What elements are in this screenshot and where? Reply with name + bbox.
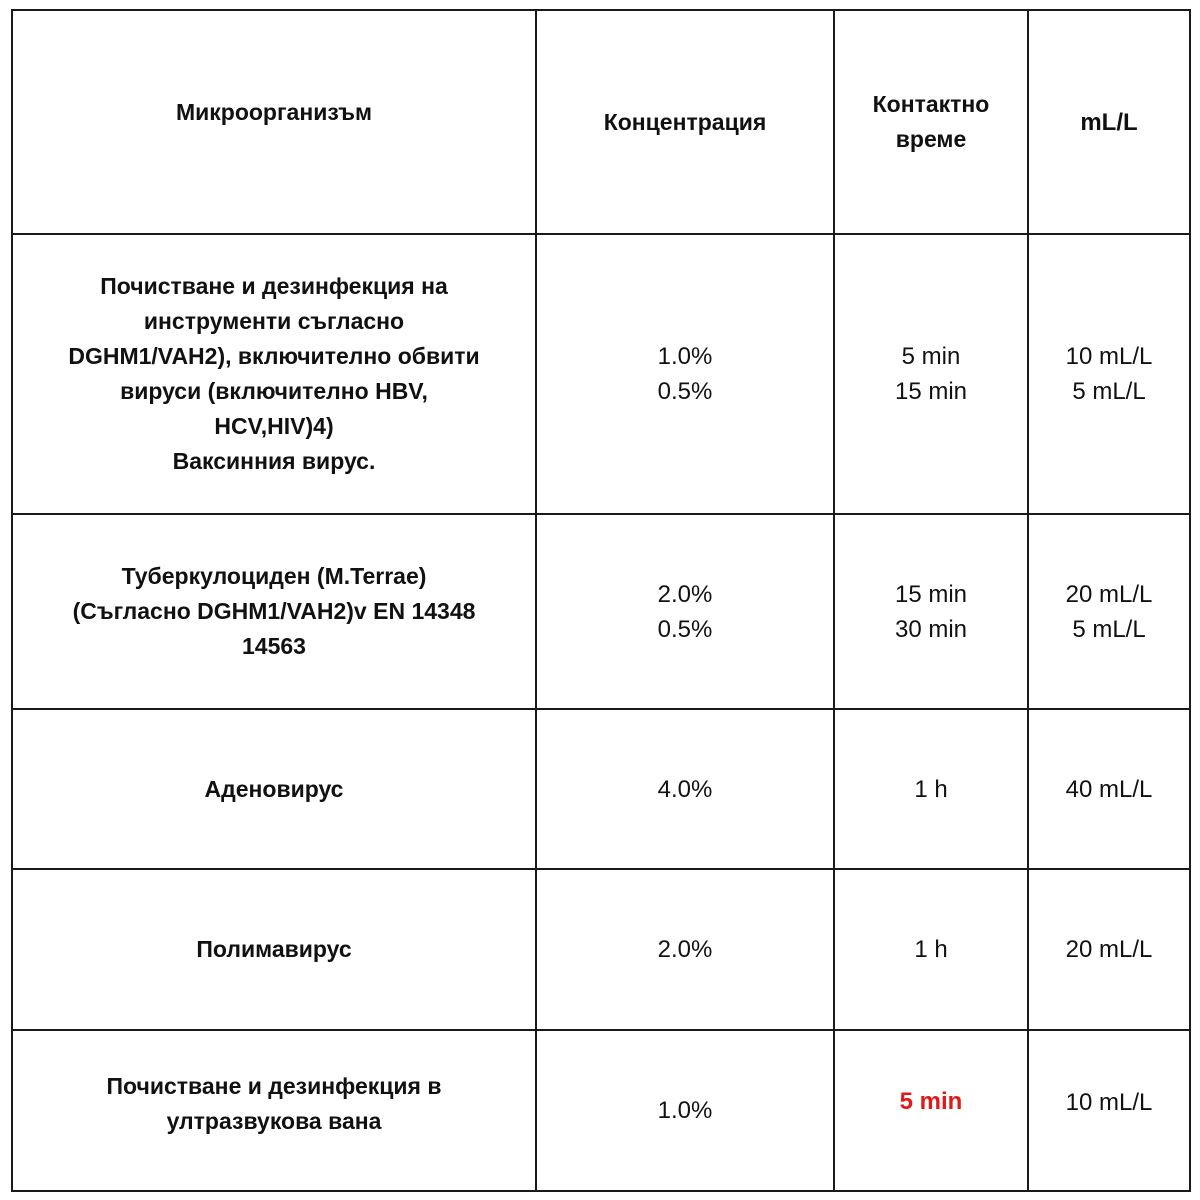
contact-time-cell: [834, 1030, 1028, 1191]
table-row: [12, 1030, 1190, 1191]
dose-cell: 40 mL/L: [1028, 709, 1190, 869]
dose-cell: 20 mL/L: [1028, 869, 1190, 1030]
highlighted-contact-time: 5 min: [899, 1088, 963, 1115]
disinfection-table: [11, 9, 1191, 1192]
header-contact-time: Контактно време: [834, 10, 1028, 234]
contact-time-cell: 15 min 30 min: [834, 514, 1028, 709]
organism-cell: Полимавирус: [12, 869, 536, 1030]
dose-cell: 10 mL/L 5 mL/L: [1028, 234, 1190, 514]
organism-cell: Почистване и дезинфекция в ултразвукова вана: [12, 1030, 536, 1191]
concentration-cell: 1.0%: [536, 1030, 834, 1191]
contact-time-cell: 1 h: [834, 709, 1028, 869]
dose-cell: 10 mL/L: [1028, 1030, 1190, 1191]
header-dose: mL/L: [1028, 10, 1190, 234]
concentration-cell: 2.0% 0.5%: [536, 514, 834, 709]
contact-time-cell: 5 min 15 min: [834, 234, 1028, 514]
organism-cell: Туберкулоциден (M.Terrae) (Съгласно DGHM1/VAH2)v EN 14348 14563: [12, 514, 536, 709]
concentration-cell: 1.0% 0.5%: [536, 234, 834, 514]
table-header-row: [12, 10, 1190, 234]
organism-cell: Аденовирус: [12, 709, 536, 869]
dose-cell: 20 mL/L 5 mL/L: [1028, 514, 1190, 709]
table-row: [12, 234, 1190, 514]
table-row: [12, 709, 1190, 869]
organism-cell: Почистване и дезинфекция на инструменти съгласно DGHM1/VAH2), включително обвити вируси (включително HBV, HCV,HIV)4) Ваксинния вирус.: [12, 234, 536, 514]
concentration-cell: 2.0%: [536, 869, 834, 1030]
table-row: [12, 869, 1190, 1030]
header-concentration: Концентрация: [536, 10, 834, 234]
concentration-cell: 4.0%: [536, 709, 834, 869]
table-row: [12, 514, 1190, 709]
header-organism: Микроорганизъм: [12, 10, 536, 234]
contact-time-cell: 1 h: [834, 869, 1028, 1030]
